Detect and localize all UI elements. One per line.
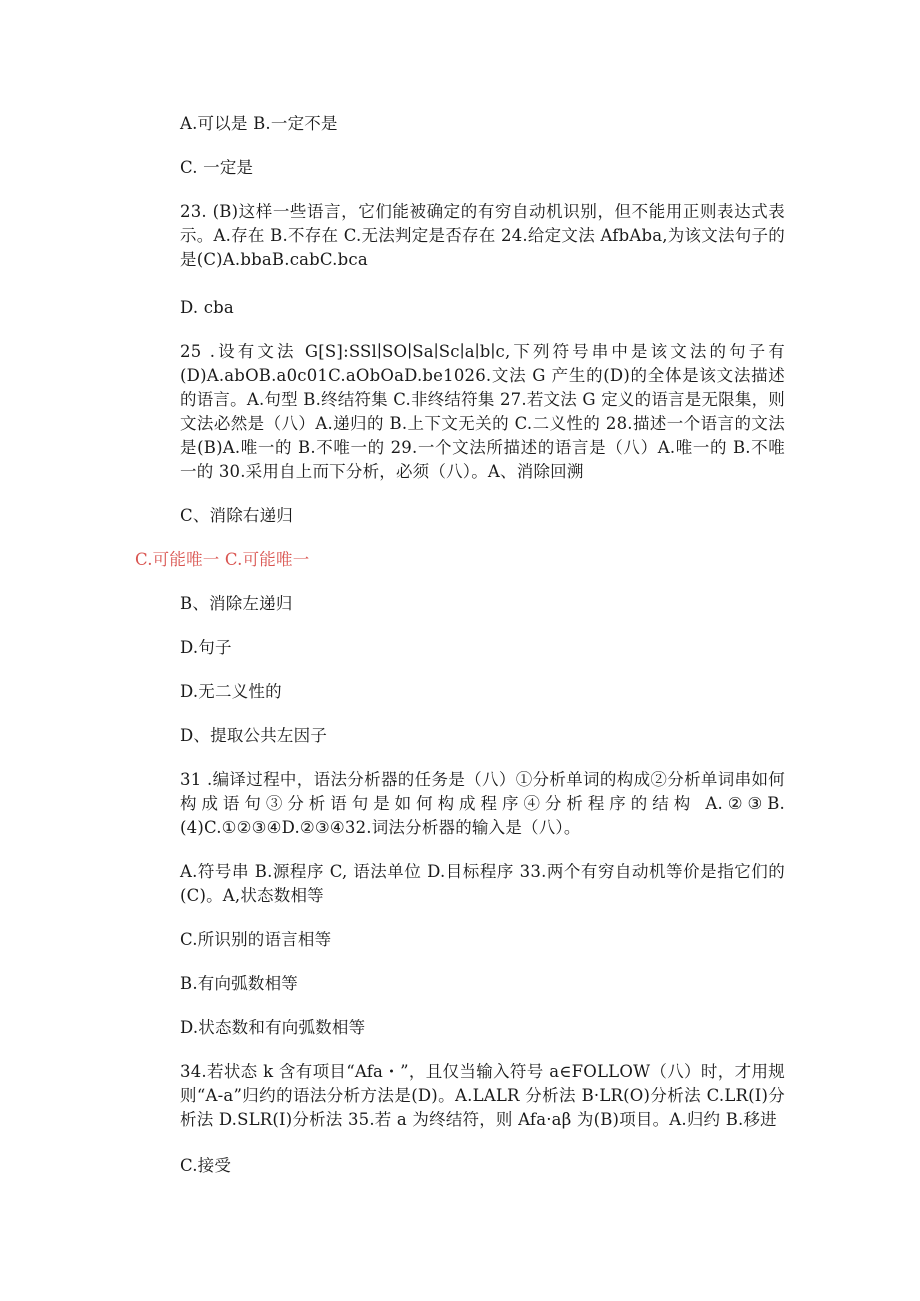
answer-option-line: C. 一定是 <box>180 158 254 177</box>
question-31-32-text: 31 .编译过程中，语法分析器的任务是（八）①分析单词的构成②分析单词串如何构成语句③分析语句是如何构成程序④分析程序的结构 A.②③B.(4)C.①②③④D.②③④32.词法分析器的输入是（八）。 <box>180 770 785 837</box>
question-23-24-paragraph <box>135 200 785 272</box>
question-25-30-paragraph <box>135 340 785 484</box>
question-32-33-paragraph <box>135 860 785 908</box>
answer-option-line: D. cba <box>180 298 234 317</box>
answer-options-line: A.可以是 B.一定不是 <box>180 114 338 133</box>
highlighted-answer-line: C.可能唯一 C.可能唯一 <box>135 550 310 569</box>
answer-option-line: D.无二义性的 <box>180 682 282 701</box>
answer-option-line: D.状态数和有向弧数相等 <box>180 1018 366 1037</box>
answer-option-line: D.句子 <box>180 638 232 657</box>
answer-option-line: C.所识别的语言相等 <box>180 930 332 949</box>
question-32-33-text: A.符号串 B.源程序 C, 语法单位 D.目标程序 33.两个有穷自动机等价是指它们的(C)。A,状态数相等 <box>180 862 785 905</box>
question-31-32-paragraph <box>135 768 785 840</box>
question-23-24-text: 23. (B)这样一些语言，它们能被确定的有穷自动机识别，但不能用正则表达式表示。A.存在 B.不存在 C.无法判定是否存在 24.给定文法 AfbAba,为该文法句子的是(C)A.bbaB.cabC.bca <box>180 202 785 269</box>
question-34-35-paragraph <box>135 1060 785 1132</box>
answer-option-line: B、消除左递归 <box>180 594 293 613</box>
answer-option-line: C、消除右递归 <box>180 506 294 525</box>
question-25-30-text: 25 .设有文法 G[S]:SSl∣SO∣Sa∣Sc∣a∣b∣c,下列符号串中是该文法的句子有(D)A.abOB.a0c01C.aObOaD.be1026.文法 G 产生的(D)的全体是该文法描述的语言。A.句型 B.终结符集 C.非终结符集 27.若文法 G 定义的语言是无限集，则文法必然是（八）A.递归的 B.上下文无关的 C.二义性的 28.描述一个语言的文法是(B)A.唯一的 B.不唯一的 29.一个文法所描述的语言是（八）A.唯一的 B.不唯一的 30.采用自上而下分析，必须（八）。A、消除回溯 <box>180 342 785 481</box>
answer-option-line: C.接受 <box>180 1156 232 1175</box>
question-34-35-text: 34.若状态 k 含有项目“Afa・”，且仅当输入符号 a∈FOLLOW（八）时，才用规则“A-a”归约的语法分析方法是(D)。A.LALR 分析法 B·LR(O)分析法 C.LR(I)分析法 D.SLR(I)分析法 35.若 a 为终结符，则 Afa·aβ 为(B)项目。A.归约 B.移进 <box>180 1062 785 1129</box>
answer-option-line: D、提取公共左因子 <box>180 726 328 745</box>
answer-option-line: B.有向弧数相等 <box>180 974 298 993</box>
